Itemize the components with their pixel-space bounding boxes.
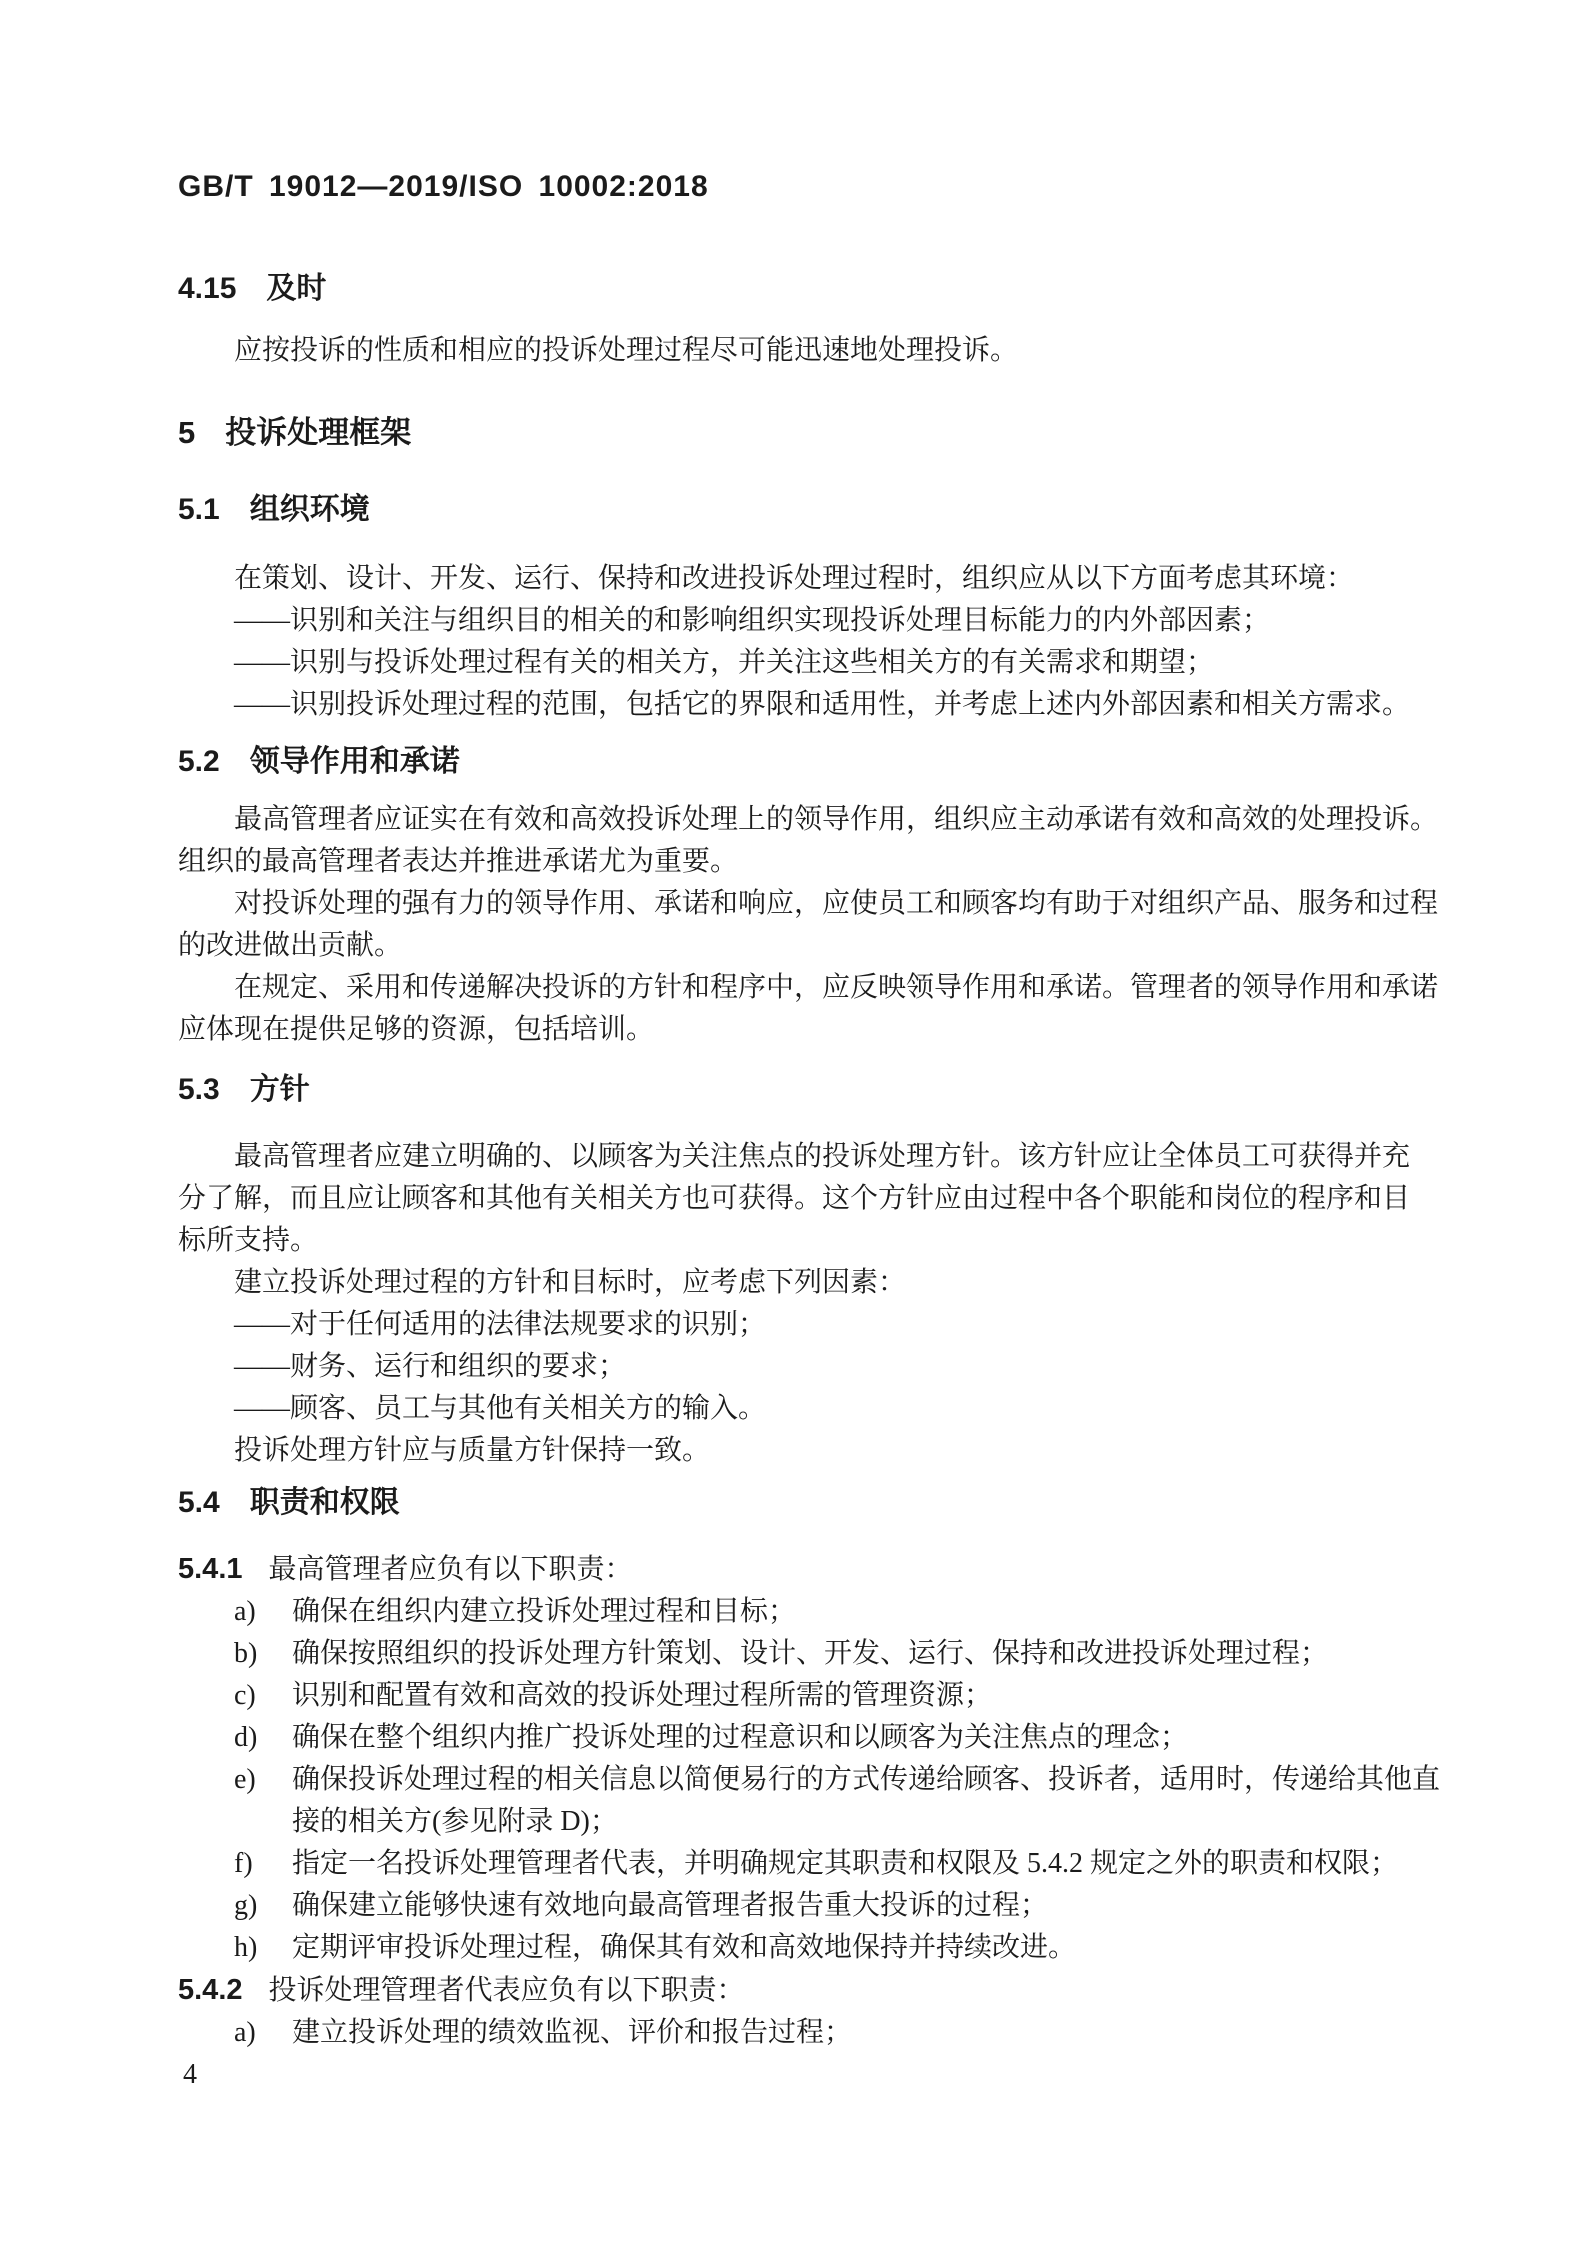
list-item-text: 确保按照组织的投诉处理方针策划、设计、开发、运行、保持和改进投诉处理过程； — [292, 1638, 1329, 1669]
paragraph — [178, 883, 1477, 967]
text-line: 在规定、采用和传递解决投诉的方针和程序中，应反映领导作用和承诺。管理者的领导作用和承诺 — [234, 972, 1439, 1003]
clause-title: 组织环境 — [249, 493, 370, 526]
paragraph — [178, 1262, 1477, 1304]
paragraph — [178, 967, 1477, 1051]
list-item-label: g) — [234, 1890, 258, 1921]
text-line: ——顾客、员工与其他有关相关方的输入。 — [234, 1393, 767, 1424]
list-item-label: c) — [234, 1680, 256, 1711]
text-line: 在策划、设计、开发、运行、保持和改进投诉处理过程时，组织应从以下方面考虑其环境： — [234, 563, 1355, 594]
clause-heading-5.3 — [178, 1073, 1477, 1107]
alpha-list-item-f — [234, 1843, 1477, 1885]
alpha-list-item-g — [234, 1885, 1477, 1927]
clause-title: 方针 — [249, 1073, 310, 1106]
clause-number: 5.4.1 — [178, 1553, 243, 1585]
dash-list-item — [178, 684, 1477, 726]
text-line: 对投诉处理的强有力的领导作用、承诺和响应，应使员工和顾客均有助于对组织产品、服务和过程 — [234, 888, 1439, 919]
alpha-list-item-d — [234, 1717, 1477, 1759]
text-line — [234, 1927, 1477, 1969]
text-line — [234, 1675, 1477, 1717]
alpha-list-item-h — [234, 1927, 1477, 1969]
clause-heading-5.2 — [178, 745, 1477, 779]
clause-title: 及时 — [266, 272, 327, 305]
alpha-list-item-e — [234, 1759, 1477, 1843]
list-item-text: 指定一名投诉处理管理者代表，并明确规定其职责和权限及 5.4.2 规定之外的职责和权限； — [292, 1848, 1399, 1879]
text-line: 建立投诉处理过程的方针和目标时，应考虑下列因素： — [234, 1267, 907, 1298]
text-line: 接的相关方(参见附录 D)； — [292, 1806, 618, 1837]
list-item-label: a) — [234, 2017, 256, 2048]
dash-list-item — [178, 1304, 1477, 1346]
clause-5.4.2 — [178, 1969, 1477, 2012]
text-line: ——识别投诉处理过程的范围，包括它的界限和适用性，并考虑上述内外部因素和相关方需求。 — [234, 689, 1411, 720]
text-line — [234, 1717, 1477, 1759]
list-item-label: h) — [234, 1932, 258, 1963]
text-line — [234, 1843, 1477, 1885]
list-item-text: 识别和配置有效和高效的投诉处理过程所需的管理资源； — [292, 1680, 993, 1711]
clause-number: 4.15 — [178, 272, 237, 305]
text-line: 应按投诉的性质和相应的投诉处理过程尽可能迅速地处理投诉。 — [234, 335, 1019, 366]
text-line: 最高管理者应证实在有效和高效投诉处理上的领导作用，组织应主动承诺有效和高效的处理投诉。 — [234, 804, 1439, 835]
clause-number: 5.4 — [178, 1486, 220, 1519]
text-line: ——对于任何适用的法律法规要求的识别； — [234, 1309, 767, 1340]
list-item-label: f) — [234, 1848, 253, 1879]
list-item-label: e) — [234, 1764, 256, 1795]
clause-number: 5.2 — [178, 745, 220, 778]
paragraph — [178, 1136, 1477, 1262]
paragraph — [178, 1430, 1477, 1472]
document-content — [178, 272, 1477, 2054]
alpha-list-item-c — [234, 1675, 1477, 1717]
list-item-label: b) — [234, 1638, 258, 1669]
clause-number: 5.1 — [178, 493, 220, 526]
text-line: ——识别和关注与组织目的相关的和影响组织实现投诉处理目标能力的内外部因素； — [234, 605, 1271, 636]
text-line: 投诉处理方针应与质量方针保持一致。 — [234, 1435, 711, 1466]
clause-heading-5.4 — [178, 1486, 1477, 1520]
text-line — [234, 2012, 1477, 2054]
paragraph — [178, 330, 1477, 372]
clause-5.4.1 — [178, 1548, 1477, 1591]
text-line: ——财务、运行和组织的要求； — [234, 1351, 627, 1382]
list-item-text: 确保在组织内建立投诉处理过程和目标； — [292, 1596, 797, 1627]
text-line: 的改进做出贡献。 — [178, 930, 403, 961]
clause-heading-5.1 — [178, 493, 1477, 527]
list-item-text: 确保建立能够快速有效地向最高管理者报告重大投诉的过程； — [292, 1890, 1049, 1921]
text-line: 应体现在提供足够的资源，包括培训。 — [178, 1014, 655, 1045]
dash-list-item — [178, 1388, 1477, 1430]
text-line: 投诉处理管理者代表应负有以下职责： — [268, 1975, 745, 2006]
clause-heading-5 — [178, 416, 1477, 450]
text-line: 组织的最高管理者表达并推进承诺尤为重要。 — [178, 846, 739, 877]
text-line — [234, 1759, 1477, 1801]
running-head: GB/T 19012—2019/ISO 10002:2018 — [178, 170, 709, 203]
clause-number: 5 — [178, 415, 196, 450]
list-item-text: 建立投诉处理的绩效监视、评价和报告过程； — [292, 2017, 853, 2048]
text-line — [234, 1591, 1477, 1633]
page-number: 4 — [183, 2059, 197, 2090]
text-line: 标所支持。 — [178, 1225, 319, 1256]
dash-list-item — [178, 642, 1477, 684]
text-line: 最高管理者应负有以下职责： — [268, 1554, 633, 1585]
clause-title: 领导作用和承诺 — [249, 745, 460, 778]
text-line: ——识别与投诉处理过程有关的相关方，并关注这些相关方的有关需求和期望； — [234, 647, 1215, 678]
clause-number: 5.4.2 — [178, 1974, 243, 2006]
alpha-list-item-a — [234, 2012, 1477, 2054]
list-item-text: 确保在整个组织内推广投诉处理的过程意识和以顾客为关注焦点的理念； — [292, 1722, 1189, 1753]
paragraph — [178, 799, 1477, 883]
clause-heading-4.15 — [178, 272, 1477, 306]
text-line — [234, 1885, 1477, 1927]
text-line: 最高管理者应建立明确的、以顾客为关注焦点的投诉处理方针。该方针应让全体员工可获得并充 — [234, 1141, 1411, 1172]
paragraph — [178, 558, 1477, 600]
list-item-label: d) — [234, 1722, 258, 1753]
list-item-text: 确保投诉处理过程的相关信息以简便易行的方式传递给顾客、投诉者，适用时，传递给其他直 — [292, 1764, 1441, 1795]
clause-title: 投诉处理框架 — [225, 415, 412, 450]
clause-number: 5.3 — [178, 1073, 220, 1106]
dash-list-item — [178, 1346, 1477, 1388]
list-item-text: 定期评审投诉处理过程，确保其有效和高效地保持并持续改进。 — [292, 1932, 1077, 1963]
text-line — [234, 1633, 1477, 1675]
alpha-list-item-a — [234, 1591, 1477, 1633]
text-line: 分了解，而且应让顾客和其他有关相关方也可获得。这个方针应由过程中各个职能和岗位的程序和目 — [178, 1183, 1411, 1214]
list-item-label: a) — [234, 1596, 256, 1627]
dash-list-item — [178, 600, 1477, 642]
clause-title: 职责和权限 — [249, 1486, 400, 1519]
alpha-list-item-b — [234, 1633, 1477, 1675]
